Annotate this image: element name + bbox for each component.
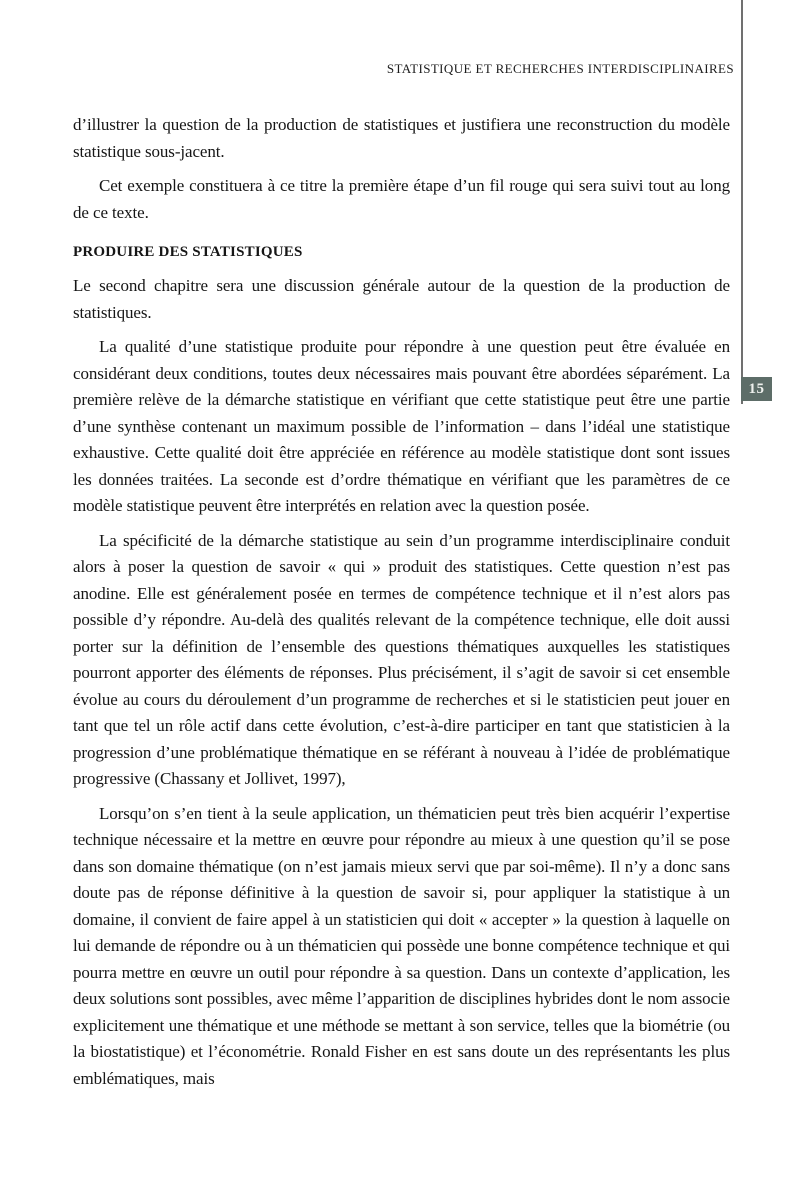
body-text-column — [73, 112, 730, 1100]
section-heading: PRODUIRE DES STATISTIQUES — [73, 244, 303, 260]
paragraph: Le second chapitre sera une discussion générale autour de la question de la production de statistiques. — [73, 276, 730, 322]
page-number-badge — [741, 377, 772, 401]
paragraph: Cet exemple constituera à ce titre la première étape d’un fil rouge qui sera suivi tout au long de ce texte. — [73, 176, 730, 222]
paragraph: La qualité d’une statistique produite pour répondre à une question peut être évaluée en considérant deux conditions, toutes deux nécessaires mais pouvant être abordées séparément. La première relève de la démarche statistique en vérifiant que cette statistique peut être une partie d’une synthèse contenant un maximum possible de l’information – dans l’idéal une statistique exhaustive. Cette qualité doit être appréciée en référence au modèle statistique dont sont issues les données traitées. La seconde est d’ordre thématique en vérifiant que les paramètres de ce modèle statistique peuvent être interprétés en relation avec la question posée. — [73, 337, 730, 515]
paragraph: d’illustrer la question de la production de statistiques et justifiera une reconstruction du modèle statistique sous-jacent. — [73, 115, 730, 161]
paragraph: Lorsqu’on s’en tient à la seule application, un thématicien peut très bien acquérir l’expertise technique nécessaire et la mettre en œuvre pour répondre au mieux à une question qu’il se pose dans son domaine thématique (on n’est jamais mieux servi que par soi-même). Il n’y a donc sans doute pas de réponse définitive à la question de savoir si, pour appliquer la statistique à un domaine, il convient de faire appel à un statisticien qui doit « accepter » la question à laquelle on lui demande de répondre ou à un thématicien qui possède une bonne compétence technique et qui pourra mettre en œuvre un outil pour répondre à sa question. Dans un contexte d’application, les deux solutions sont possibles, avec même l’apparition de disciplines hybrides dont le nom associe explicitement une thématique et une méthode se mettant à son service, telles que la biométrie (ou la biostatistique) et l’économétrie. Ronald Fisher en est sans doute un des représentants les plus emblématiques, mais — [73, 803, 730, 1088]
running-header-title: STATISTIQUE ET RECHERCHES INTERDISCIPLINAIRES — [386, 61, 734, 76]
margin-rule — [741, 0, 743, 404]
page-number: 15 — [748, 380, 765, 397]
paragraph: La spécificité de la démarche statistique au sein d’un programme interdisciplinaire conduit alors à poser la question de savoir « qui » produit des statistiques. Cette question n’est pas anodine. Elle est généralement posée en termes de compétence technique et il n’est alors pas possible d’y répondre. Au-delà des qualités relevant de la compétence technique, elle doit aussi porter sur la définition de l’ensemble des questions thématiques auxquelles les statistiques pourront apporter des éléments de réponses. Plus précisément, il s’agit de savoir si cet ensemble évolue au cours du déroulement d’un programme de recherches et si le statisticien peut jouer en tant que tel un rôle actif dans cette évolution, c’est-à-dire participer en tant que statisticien à la progression d’une problématique thématique en se référant à nouveau à l’idée de problématique progressive (Chassany et Jollivet, 1997), — [73, 530, 730, 788]
